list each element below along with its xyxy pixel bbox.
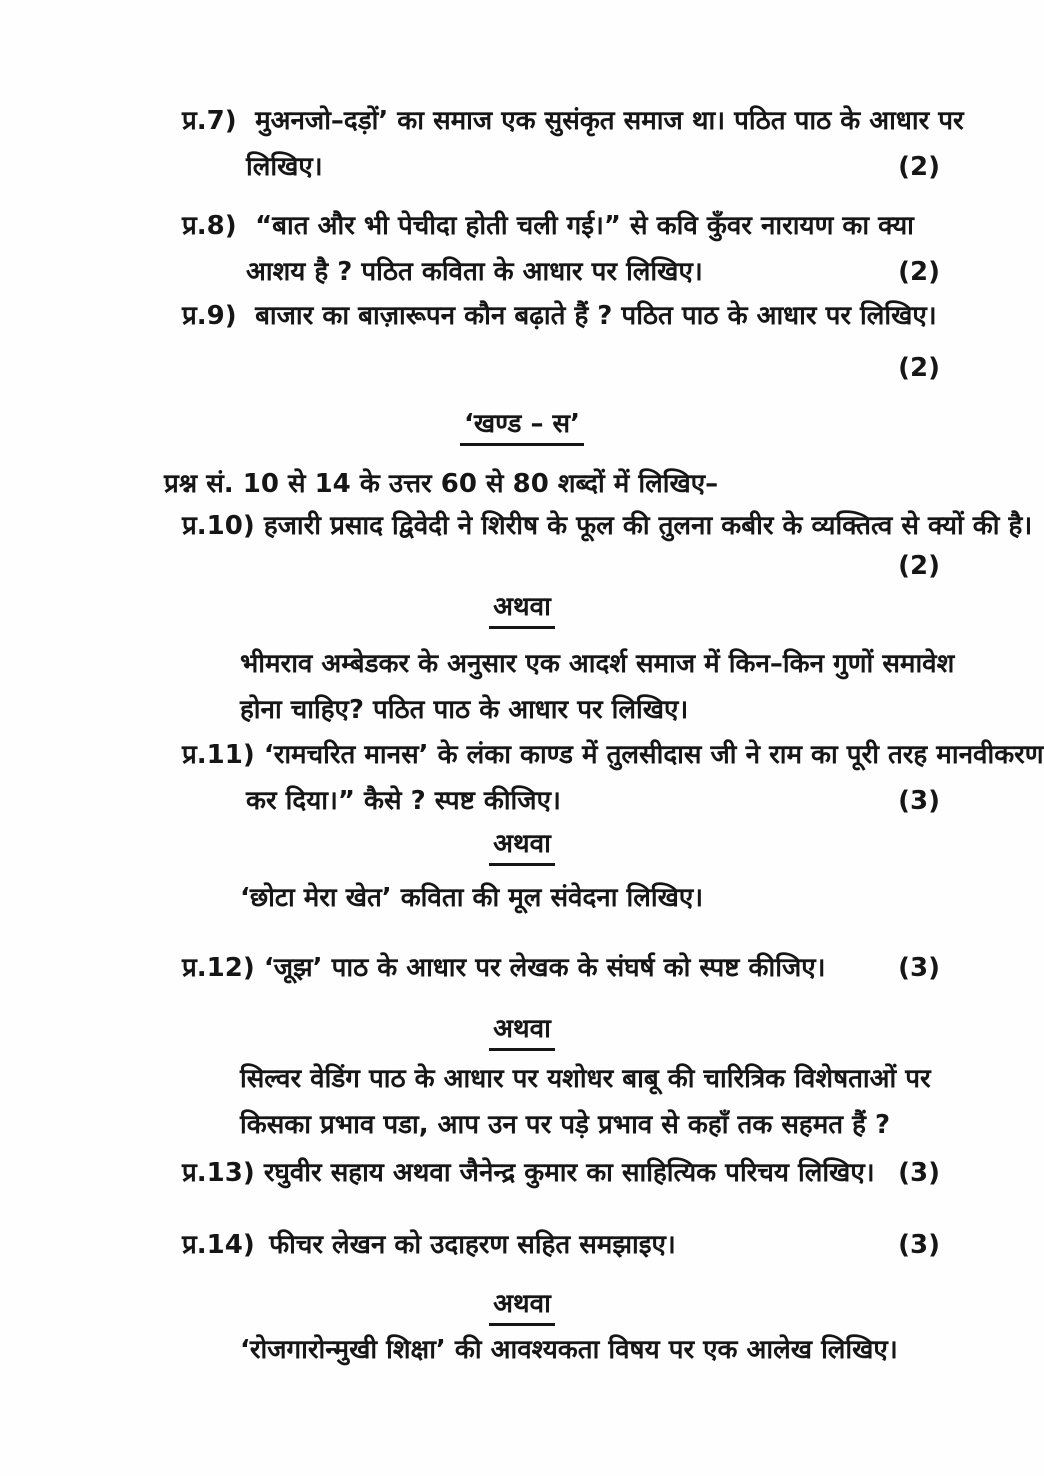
section-header-wrap	[0, 402, 1044, 446]
or-label: अथवा	[489, 592, 555, 629]
question-text: रघुवीर सहाय अथवा जैनेन्द्र कुमार का साहित्यिक परिचय लिखिए।	[263, 1158, 875, 1188]
question-text: फीचर लेखन को उदाहरण सहित समझाइए।	[269, 1230, 676, 1260]
question-14-line-1	[182, 1222, 940, 1268]
marks: (2)	[898, 353, 940, 383]
question-11-alternative	[240, 875, 984, 921]
question-9-line-1	[182, 293, 940, 339]
alt-text-line: भीमराव अम्बेडकर के अनुसार एक आदर्श समाज में किन–किन गुणों समावेश	[240, 649, 955, 679]
or-separator-1	[0, 585, 1044, 629]
question-text: “बात और भी पेचीदा होती चली गई।” से कवि कुँवर नारायण का क्या	[255, 211, 914, 241]
section-header: ‘खण्ड – स’	[460, 409, 584, 446]
question-number: प्र.10)	[182, 511, 255, 541]
or-separator-2	[0, 822, 1044, 866]
marks: (3)	[898, 786, 940, 816]
question-12	[182, 945, 940, 991]
question-text: मुअनजो–दड़ों’ का समाज एक सुसंकृत समाज था। पठित पाठ के आधार पर	[255, 106, 964, 136]
question-number: प्र.7)	[182, 106, 237, 136]
question-text: हजारी प्रसाद द्विवेदी ने शिरीष के फूल की तुलना कबीर के व्यक्तित्व से क्यों की है।	[263, 511, 1033, 541]
question-number: प्र.11)	[182, 740, 255, 770]
or-separator-3	[0, 1007, 1044, 1051]
question-7	[182, 98, 964, 190]
marks: (3)	[898, 1158, 940, 1188]
marks: (3)	[898, 1230, 940, 1260]
question-7-line-2	[182, 144, 940, 190]
question-12-alternative	[240, 1056, 984, 1148]
question-text: लिखिए।	[246, 152, 323, 182]
question-11	[182, 732, 1044, 824]
question-7-line-1	[182, 98, 964, 144]
question-text: ‘जूझ’ पाठ के आधार पर लेखक के संघर्ष को स्पष्ट कीजिए।	[263, 953, 826, 983]
or-label: अथवा	[489, 829, 555, 866]
or-separator-4	[0, 1282, 1044, 1326]
question-number: प्र.8)	[182, 211, 237, 241]
question-13	[182, 1150, 940, 1196]
question-10	[182, 503, 1033, 581]
question-8	[182, 203, 940, 295]
section-instruction: प्रश्न सं. 10 से 14 के उत्तर 60 से 80 शब्दों में लिखिए–	[164, 469, 719, 499]
question-12-line-1	[182, 945, 940, 991]
alt-text-line: किसका प्रभाव पडा, आप उन पर पड़े प्रभाव से कहाँ तक सहमत हैं ?	[240, 1110, 891, 1140]
question-9	[182, 293, 940, 383]
alt-text-line: होना चाहिए? पठित पाठ के आधार पर लिखिए।	[240, 695, 689, 725]
question-text: आशय है ? पठित कविता के आधार पर लिखिए।	[246, 257, 703, 287]
marks: (2)	[898, 257, 940, 287]
question-13-line-1	[182, 1150, 940, 1196]
question-number: प्र.12)	[182, 953, 255, 983]
question-10-line-1	[182, 503, 1033, 549]
alt-text-line: सिल्वर वेडिंग पाठ के आधार पर यशोधर बाबू की चारित्रिक विशेषताओं पर	[240, 1064, 931, 1094]
or-label: अथवा	[489, 1014, 555, 1051]
question-number: प्र.14)	[182, 1230, 255, 1260]
question-14-alternative	[240, 1327, 984, 1373]
or-label: अथवा	[489, 1289, 555, 1326]
question-text: कर दिया।” कैसे ? स्पष्ट कीजिए।	[246, 786, 561, 816]
alt-text-line: ‘छोटा मेरा खेत’ कविता की मूल संवेदना लिखिए।	[240, 883, 704, 913]
alt-text-line: ‘रोजगारोन्मुखी शिक्षा’ की आवश्यकता विषय पर एक आलेख लिखिए।	[240, 1335, 898, 1365]
marks: (2)	[898, 152, 940, 182]
question-8-line-2	[182, 249, 940, 295]
question-14	[182, 1222, 940, 1268]
question-number: प्र.9)	[182, 301, 237, 331]
question-10-alternative	[240, 641, 984, 733]
question-8-line-1	[182, 203, 940, 249]
marks: (2)	[898, 551, 940, 581]
question-text: ‘रामचरित मानस’ के लंका काण्ड में तुलसीदास जी ने राम का पूरी तरह मानवीकरण	[263, 740, 1044, 770]
marks: (3)	[898, 953, 940, 983]
question-11-line-2	[182, 778, 940, 824]
question-number: प्र.13)	[182, 1158, 255, 1188]
question-11-line-1	[182, 732, 1044, 778]
question-text: बाजार का बाज़ारूपन कौन बढ़ाते हैं ? पठित पाठ के आधार पर लिखिए।	[255, 301, 937, 331]
